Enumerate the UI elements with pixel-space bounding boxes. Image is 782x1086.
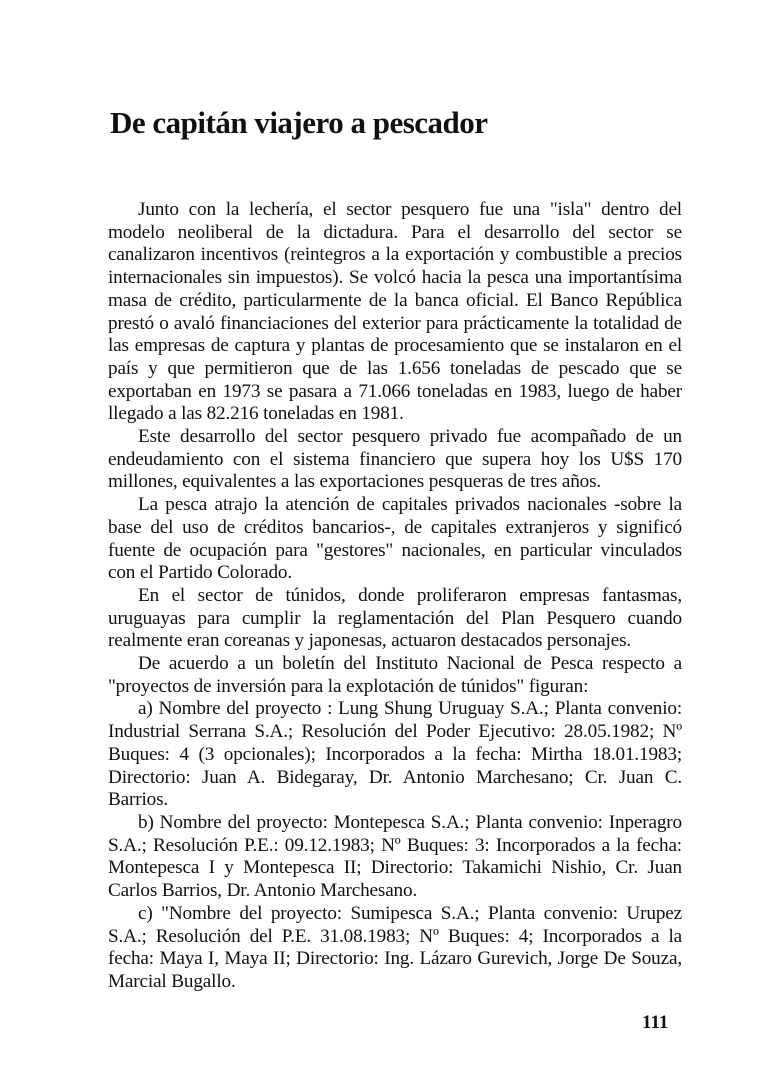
list-item-project-b: b) Nombre del proyecto: Montepesca S.A.; Planta convenio: Inperagro S.A.; Resolución P.E.: 09.12.1983; Nº Buques: 3: Incorporados a la fecha: Montepesca I y Montepesca II; Directorio: Takamichi Nishio, Cr. Juan Carlos Barrios, Dr. Antonio Marchesano.	[108, 811, 682, 902]
list-item-project-c: c) "Nombre del proyecto: Sumipesca S.A.; Planta convenio: Urupez S.A.; Resolución del P.E. 31.08.1983; Nº Buques: 4; Incorporados a la fecha: Maya I, Maya II; Directorio: Ing. Lázaro Gurevich, Jorge De Souza, Marcial Bugallo.	[108, 902, 682, 992]
paragraph-private-capital: La pesca atrajo la atención de capitales privados nacionales -sobre la base del uso de créditos bancarios-, de capitales extranjeros y significó fuente de ocupación para "gestores" nacionales, en particular vinculados con el Partido Colorado.	[108, 494, 682, 584]
paragraph-bulletin-intro: De acuerdo a un boletín del Instituto Nacional de Pesca respecto a "proyectos de inversión para la explotación de túnidos" figuran:	[108, 653, 682, 697]
chapter-title: De capitán viajero a pescador	[110, 105, 488, 140]
paragraph-debt: Este desarrollo del sector pesquero privado fue acompañado de un endeudamiento con el sistema financiero que supera hoy los U$S 170 millones, equivalentes a las exportaciones pesqueras de tres años.	[108, 426, 682, 493]
page-number: 111	[642, 1012, 669, 1033]
paragraph-tuna-sector: En el sector de túnidos, donde proliferaron empresas fantasmas, uruguayas para cumplir la reglamentación del Plan Pesquero cuando realmente eran coreanas y japonesas, actuaron destacados personajes.	[108, 584, 682, 652]
list-item-project-a: a) Nombre del proyecto : Lung Shung Uruguay S.A.; Planta convenio: Industrial Serrana S.A.; Resolución del Poder Ejecutivo: 28.05.1982; Nº Buques: 4 (3 opcionales); Incorporados a la fecha: Mirtha 18.01.1983; Directorio: Juan A. Bidegaray, Dr. Antonio Marchesano; Cr. Juan C. Barrios.	[108, 698, 682, 811]
body-text	[108, 199, 682, 994]
paragraph-fishing-sector-island: Junto con la lechería, el sector pesquero fue una "isla" dentro del modelo neoliberal de la dictadura. Para el desarrollo del sector se canalizaron incentivos (reintegros a la exportación y combustible a precios internacionales sin impuestos). Se volcó hacia la pesca una importantísima masa de crédito, particularmente de la banca oficial. El Banco República prestó o avaló financiaciones del exterior para prácticamente la totalidad de las empresas de captura y plantas de procesamiento que se instalaron en el país y que permitieron que de las 1.656 toneladas de pescado que se exportaban en 1973 se pasara a 71.066 toneladas en 1983, luego de haber llegado a las 82.216 toneladas en 1981.	[108, 199, 682, 425]
